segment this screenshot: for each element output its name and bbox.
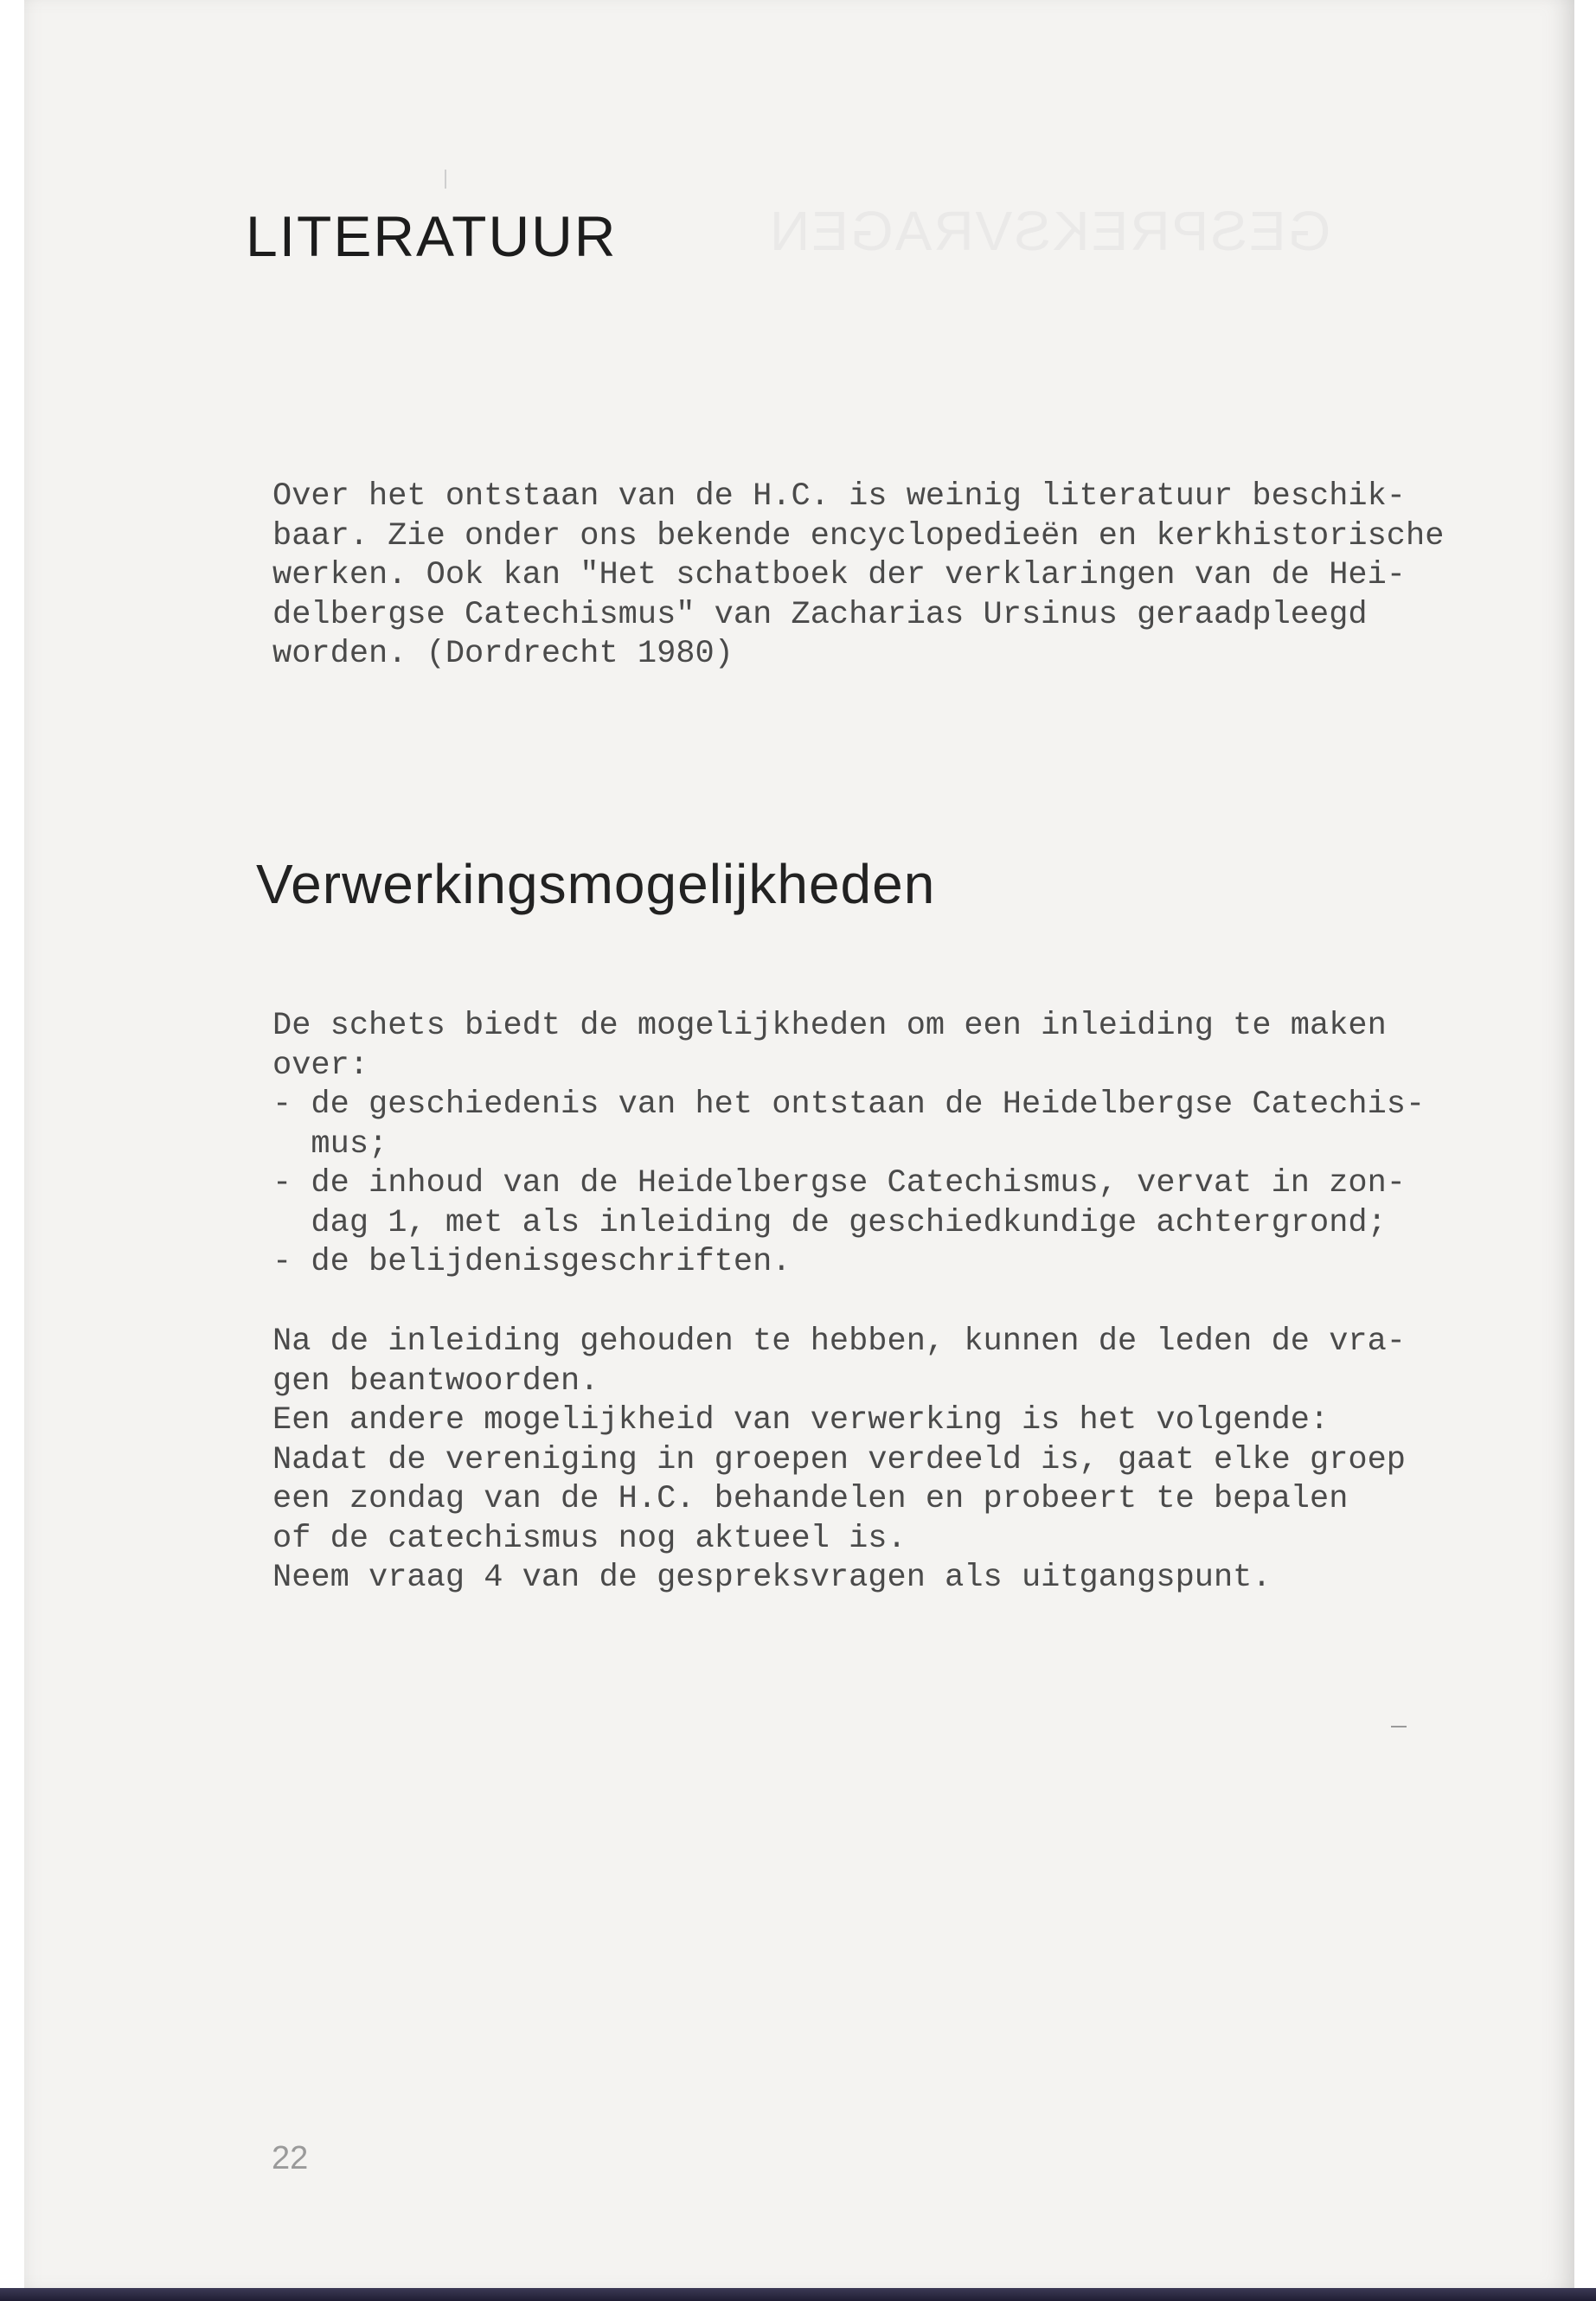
text-line: werken. Ook kan "Het schatboek der verklaringen van de Hei- <box>272 557 1407 593</box>
text-line: of de catechismus nog aktueel is. <box>272 1520 907 1557</box>
bullet-line: dag 1, met als inleiding de geschiedkundige achtergrond; <box>272 1204 1387 1241</box>
paper-sheet <box>24 0 1574 2288</box>
bullet-line: mus; <box>272 1125 388 1163</box>
scan-bottom-edge <box>0 2288 1596 2301</box>
literatuur-heading: LITERATUUR <box>246 204 618 268</box>
text-line: delbergse Catechismus" van Zacharias Ursinus geraadpleegd <box>272 596 1368 633</box>
text-line: baar. Zie onder ons bekende encyclopedieën en kerkhistorische <box>272 517 1445 554</box>
text-line: Over het ontstaan van de H.C. is weinig literatuur beschik- <box>272 478 1407 515</box>
text-line: Nadat de vereniging in groepen verdeeld is, gaat elke groep <box>272 1441 1407 1478</box>
verwerking-outro <box>272 1323 1518 1599</box>
text-line: gen beantwoorden. <box>272 1362 599 1400</box>
text-line: Na de inleiding gehouden te hebben, kunnen de leden de vra- <box>272 1324 1407 1360</box>
text-line: over: <box>272 1047 369 1084</box>
text-line: Neem vraag 4 van de gespreksvragen als uitgangspunt. <box>272 1560 1272 1596</box>
bullet-line: - de geschiedenis van het ontstaan de Heidelbergse Catechis- <box>272 1086 1426 1123</box>
text-line: een zondag van de H.C. behandelen en probeert te bepalen <box>272 1481 1349 1517</box>
bullet-line: - de belijdenisgeschriften. <box>272 1244 792 1280</box>
text-line: Een andere mogelijkheid van verwerking is het volgende: <box>272 1402 1330 1439</box>
verwerking-intro <box>272 1007 1518 1086</box>
literatuur-paragraph <box>272 478 1518 675</box>
scan-margin <box>0 0 24 2301</box>
verwerking-heading: Verwerkingsmogelijkheden <box>256 853 936 915</box>
paper-mark <box>445 170 446 189</box>
page-number: 22 <box>272 2140 309 2176</box>
text-line: De schets biedt de mogelijkheden om een inleiding te maken <box>272 1008 1387 1044</box>
verwerking-bullet-list <box>272 1086 1518 1283</box>
text-line: worden. (Dordrecht 1980) <box>272 636 734 672</box>
bullet-line: - de inhoud van de Heidelbergse Catechismus, vervat in zon- <box>272 1165 1407 1202</box>
stray-mark <box>1391 1726 1407 1727</box>
bleed-through-text: GESPREKSVRAGEN <box>768 200 1331 262</box>
